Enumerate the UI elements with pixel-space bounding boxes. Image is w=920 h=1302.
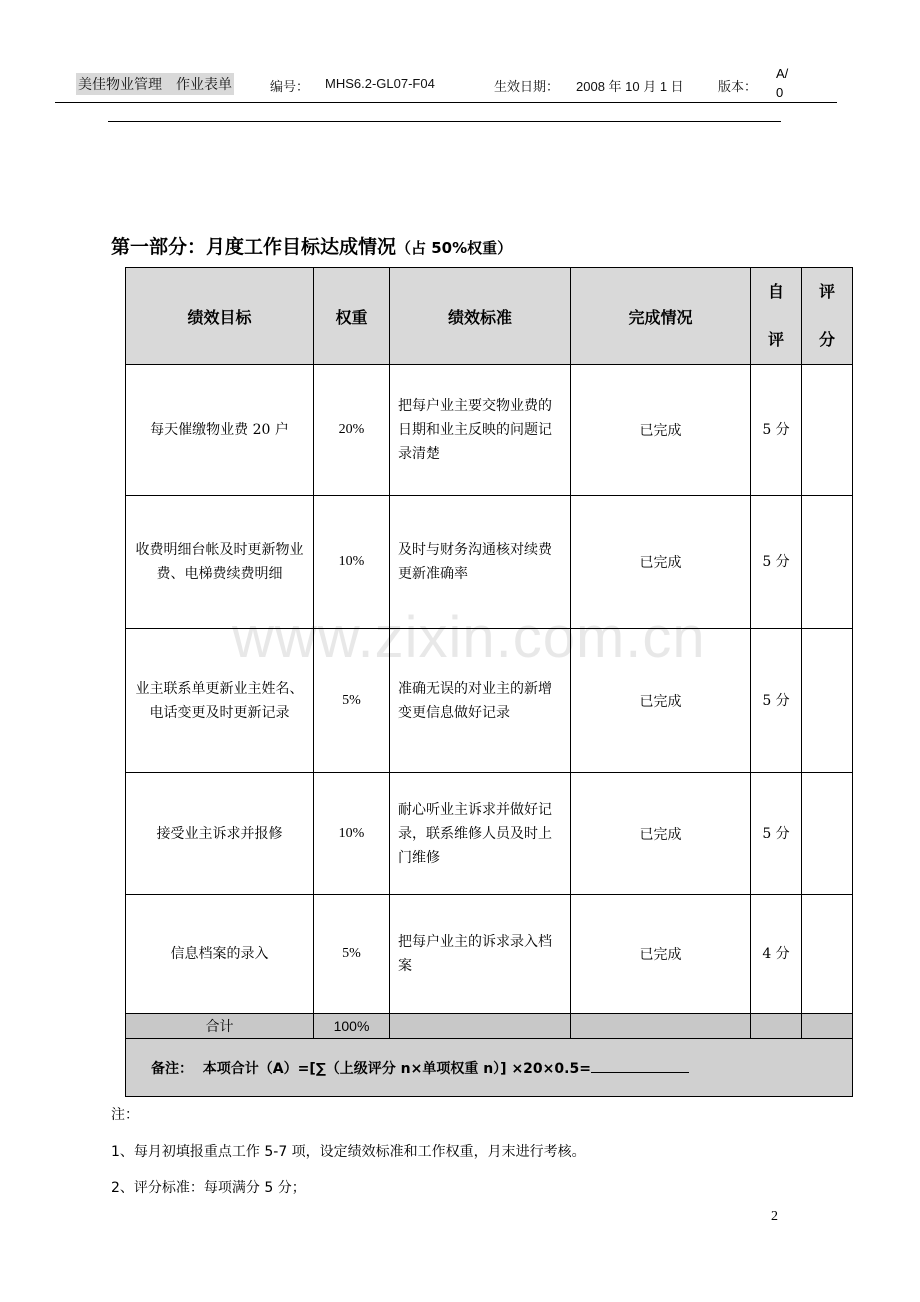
score-cell xyxy=(802,895,853,1014)
company-form-title: 美佳物业管理 作业表单 xyxy=(76,73,234,95)
section-weight-note: （占 50%权重） xyxy=(396,239,513,257)
header-divider xyxy=(55,102,837,103)
header-weight: 权重 xyxy=(314,268,390,365)
header-goal: 绩效目标 xyxy=(126,268,314,365)
date-label: 生效日期： xyxy=(494,79,560,94)
table-header-row xyxy=(126,268,853,365)
completion-cell: 已完成 xyxy=(571,629,751,773)
header-score: 评 分 xyxy=(802,268,853,365)
standard-cell: 把每户业主的诉求录入档案 xyxy=(390,895,571,1014)
weight-cell: 10% xyxy=(314,496,390,629)
note-item-2: 2、评分标准：每项满分 5 分； xyxy=(111,1180,306,1196)
goal-cell: 接受业主诉求并报修 xyxy=(126,773,314,895)
table-row xyxy=(126,773,853,895)
score-cell xyxy=(802,629,853,773)
section-title: 第一部分：月度工作目标达成情况（占 50%权重） xyxy=(111,236,513,258)
remark-blank-line xyxy=(591,1058,689,1073)
score-cell xyxy=(802,365,853,496)
weight-cell: 20% xyxy=(314,365,390,496)
completion-cell: 已完成 xyxy=(571,496,751,629)
weight-cell: 10% xyxy=(314,773,390,895)
remark-row xyxy=(126,1039,853,1097)
performance-table xyxy=(125,267,853,1097)
self-eval-cell: 5 分 xyxy=(751,629,802,773)
self-eval-cell: 5 分 xyxy=(751,773,802,895)
remark-label: 备注： xyxy=(151,1060,193,1077)
score-cell xyxy=(802,773,853,895)
goal-cell: 每天催缴物业费 20 户 xyxy=(126,365,314,496)
standard-cell: 准确无误的对业主的新增变更信息做好记录 xyxy=(390,629,571,773)
self-eval-cell: 5 分 xyxy=(751,365,802,496)
completion-cell: 已完成 xyxy=(571,365,751,496)
standard-cell: 及时与财务沟通核对续费更新准确率 xyxy=(390,496,571,629)
goal-cell: 收费明细台帐及时更新物业费、电梯费续费明细 xyxy=(126,496,314,629)
standard-cell: 耐心听业主诉求并做好记录，联系维修人员及时上门维修 xyxy=(390,773,571,895)
note-item-1: 1、每月初填报重点工作 5-7 项，设定绩效标准和工作权重，月末进行考核。 xyxy=(111,1144,586,1160)
date-value: 2008 年 10 月 1 日 xyxy=(576,79,684,94)
page-number: 2 xyxy=(771,1209,778,1224)
notes-title: 注： xyxy=(111,1107,139,1123)
watermark: www.zixin.com.cn xyxy=(232,605,706,670)
completion-cell: 已完成 xyxy=(571,773,751,895)
header-completion: 完成情况 xyxy=(571,268,751,365)
table-row xyxy=(126,365,853,496)
version-value: A/ 0 xyxy=(776,66,789,100)
total-label: 合计 xyxy=(126,1014,314,1039)
remark-formula: 本项合计（A）=[∑（上级评分 n×单项权重 n）] ×20×0.5= xyxy=(202,1060,591,1077)
completion-cell: 已完成 xyxy=(571,895,751,1014)
self-eval-cell: 4 分 xyxy=(751,895,802,1014)
header-self-eval: 自 评 xyxy=(751,268,802,365)
table-row xyxy=(126,496,853,629)
header-divider-secondary xyxy=(108,121,781,122)
score-cell xyxy=(802,496,853,629)
weight-cell: 5% xyxy=(314,895,390,1014)
table-row xyxy=(126,895,853,1014)
code-value: MHS6.2-GL07-F04 xyxy=(325,76,435,91)
version-label: 版本： xyxy=(718,79,758,94)
self-eval-cell: 5 分 xyxy=(751,496,802,629)
goal-cell: 信息档案的录入 xyxy=(126,895,314,1014)
total-row xyxy=(126,1014,853,1039)
total-weight: 100% xyxy=(314,1014,390,1039)
weight-cell: 5% xyxy=(314,629,390,773)
header-standard: 绩效标准 xyxy=(390,268,571,365)
table-row xyxy=(126,629,853,773)
standard-cell: 把每户业主要交物业费的日期和业主反映的问题记录清楚 xyxy=(390,365,571,496)
code-label: 编号： xyxy=(270,79,310,94)
goal-cell: 业主联系单更新业主姓名、电话变更及时更新记录 xyxy=(126,629,314,773)
